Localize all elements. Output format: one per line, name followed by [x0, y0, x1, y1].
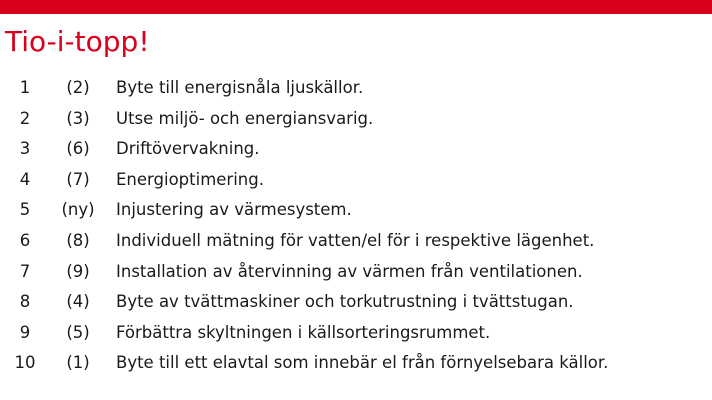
item-previous-rank: (9): [66, 261, 90, 281]
item-previous-rank: (2): [66, 78, 90, 97]
item-rank: 5: [19, 200, 31, 220]
item-rank: 8: [19, 292, 31, 312]
item-previous-rank: (ny): [61, 200, 95, 220]
item-text: Utse miljö- och energiansvarig.: [116, 108, 374, 128]
list-item: [0, 73, 712, 104]
item-previous-rank: (3): [66, 108, 90, 128]
item-text: Energioptimering.: [116, 169, 264, 189]
item-text: Förbättra skyltningen i källsorteringsrummet.: [116, 322, 491, 342]
item-rank: 3: [19, 139, 31, 159]
item-previous-rank: (4): [66, 292, 90, 312]
list-item: [0, 195, 712, 226]
item-previous-rank: (6): [66, 139, 90, 159]
item-text: Byte till energisnåla ljuskällor.: [116, 78, 364, 97]
page-title: Tio-i-topp!: [5, 25, 150, 58]
list-item: [0, 257, 712, 288]
list-item: [0, 287, 712, 318]
item-previous-rank: (5): [66, 322, 90, 342]
item-previous-rank: (1): [66, 353, 90, 373]
item-text: Byte till ett elavtal som innebär el från förnyelsebara källor.: [116, 353, 609, 373]
item-previous-rank: (7): [66, 169, 90, 189]
item-text: Injustering av värmesystem.: [116, 200, 352, 220]
item-rank: 6: [19, 230, 31, 250]
item-rank: 4: [19, 169, 31, 189]
list-item: [0, 226, 712, 257]
top-accent-bar: [0, 0, 712, 14]
item-text: Installation av återvinning av värmen från ventilationen.: [116, 261, 583, 281]
top-ten-list: [0, 73, 712, 379]
item-text: Individuell mätning för vatten/el för i respektive lägenhet.: [116, 230, 595, 250]
list-item: [0, 348, 712, 379]
item-previous-rank: (8): [66, 230, 90, 250]
item-text: Byte av tvättmaskiner och torkutrustning i tvättstugan.: [116, 292, 574, 312]
item-text: Driftövervakning.: [116, 139, 260, 159]
list-item: [0, 104, 712, 135]
list-item: [0, 165, 712, 196]
item-rank: 9: [19, 322, 31, 342]
item-rank: 7: [19, 261, 31, 281]
list-item: [0, 318, 712, 349]
item-rank: 1: [19, 78, 31, 97]
item-rank: 2: [19, 108, 31, 128]
list-item: [0, 134, 712, 165]
item-rank: 10: [14, 353, 36, 373]
